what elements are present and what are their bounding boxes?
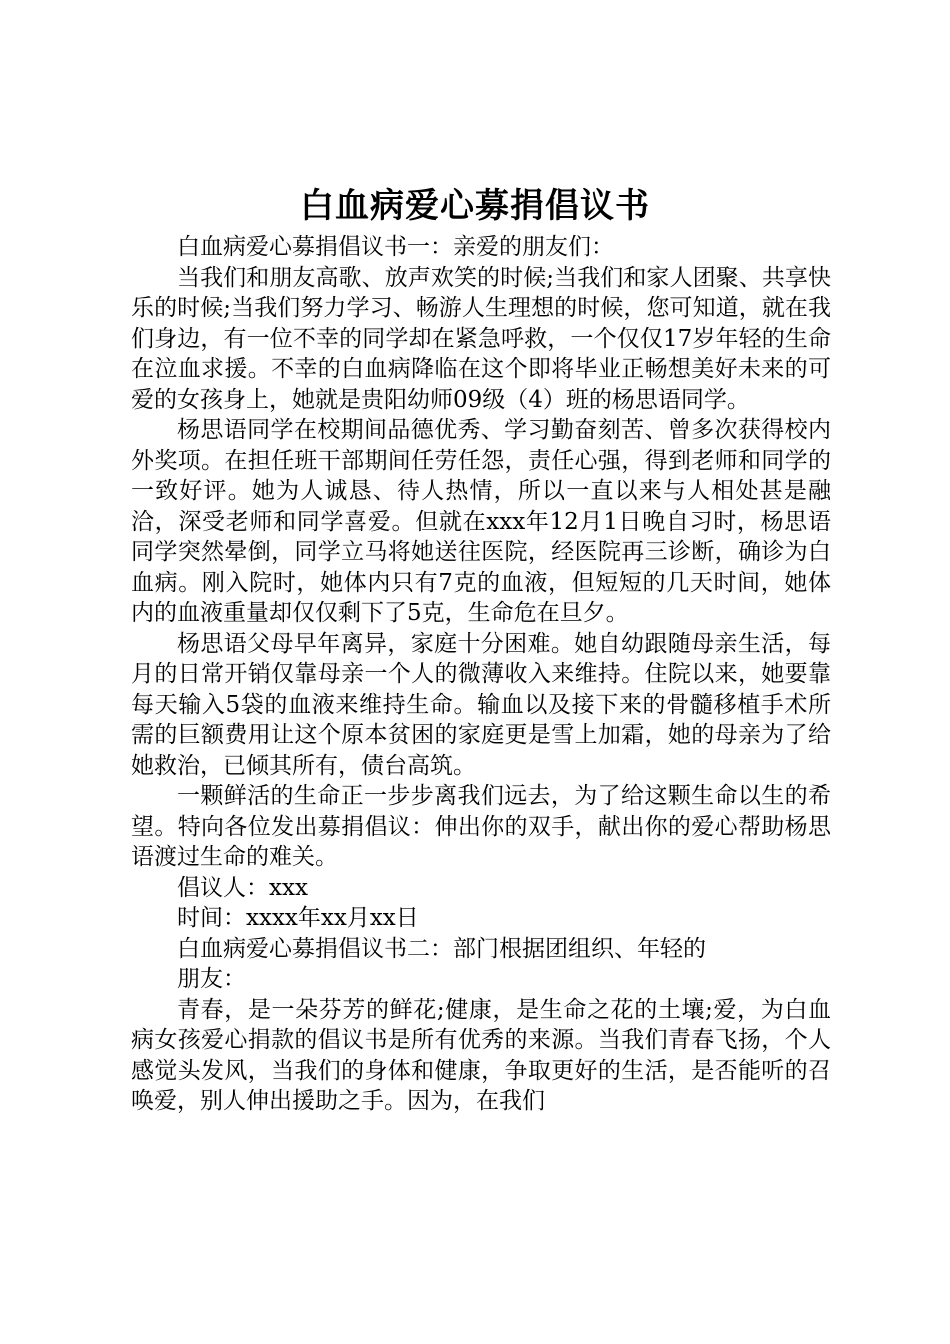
paragraph-student-background: 杨思语同学在校期间品德优秀、学习勤奋刻苦、曾多次获得校内外奖项。在担任班干部期间任劳任怨，责任心强，得到老师和同学的一致好评。她为人诚恳、待人热情，所以一直以来与人相处甚是融洽，深受老师和同学喜爱。但就在xxx年12月1日晚自习时，杨思语同学突然晕倒，同学立马将她送往医院，经医院再三诊断，确诊为白血病。刚入院时，她体内只有7克的血液，但短短的几天时间，她体内的血液重量却仅仅剩下了5克，生命危在旦夕。 xyxy=(131,417,831,626)
paragraph-appeal: 一颗鲜活的生命正一步步离我们远去，为了给这颗生命以生的希望。特向各位发出募捐倡议：伸出你的双手，献出你的爱心帮助杨思语渡过生命的难关。 xyxy=(131,783,831,870)
paragraph-initiator: 倡议人：xxx xyxy=(177,874,308,901)
paragraph-greeting: 白血病爱心募捐倡议书一：亲爱的朋友们： xyxy=(177,234,614,260)
paragraph-second-letter-body: 青春，是一朵芬芳的鲜花;健康，是生命之花的土壤;爱，为白血病女孩爱心捐款的倡议书是所有优秀的来源。当我们青春飞扬，个人感觉头发风，当我们的身体和健康，争取更好的生活，是否能听的召唤爱，别人伸出援助之手。因为，在我们 xyxy=(131,996,831,1114)
paragraph-date: 时间：xxxx年xx月xx日 xyxy=(177,905,419,931)
document-title: 白血病爱心募捐倡议书 xyxy=(300,186,650,226)
paragraph-family-situation: 杨思语父母早年离异，家庭十分困难。她自幼跟随母亲生活，每月的日常开销仅靠母亲一个人的微薄收入来维持。住院以来，她要靠每天输入5袋的血液来维持生命。输血以及接下来的骨髓移植手术所需的巨额费用让这个原本贫困的家庭更是雪上加霜，她的母亲为了给她救治，已倾其所有，债台高筑。 xyxy=(131,630,831,779)
paragraph-second-letter-salutation: 朋友： xyxy=(177,966,246,992)
paragraph-intro: 当我们和朋友高歌、放声欢笑的时候;当我们和家人团聚、共享快乐的时候;当我们努力学习、畅游人生理想的时候，您可知道，就在我们身边，有一位不幸的同学却在紧急呼救，一个仅仅17岁年轻的生命在泣血求援。不幸的白血病降临在这个即将毕业正畅想美好未来的可爱的女孩身上，她就是贵阳幼师09级（4）班的杨思语同学。 xyxy=(131,264,831,413)
document-body xyxy=(131,232,831,1117)
paragraph-second-letter-heading: 白血病爱心募捐倡议书二：部门根据团组织、年轻的 xyxy=(177,935,706,962)
